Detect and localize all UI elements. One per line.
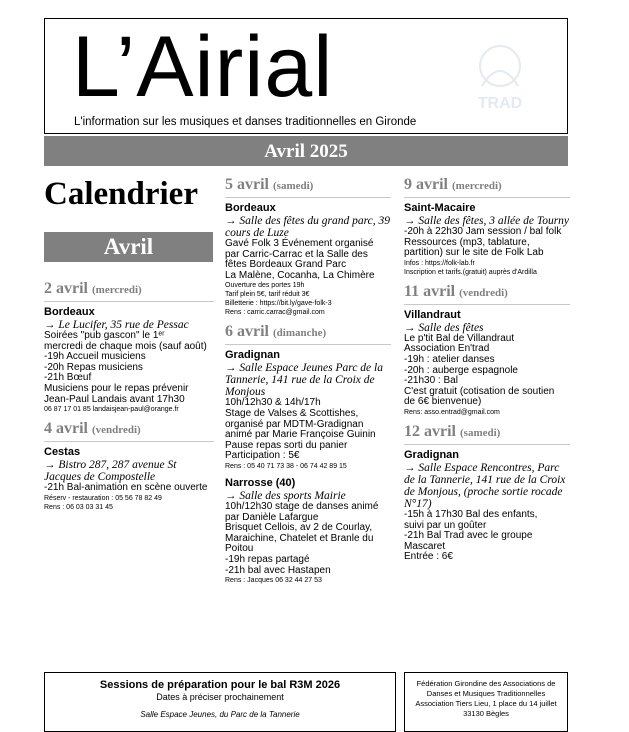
event-place: Saint-Macaire xyxy=(404,202,476,214)
event-date-heading xyxy=(404,283,570,305)
event-detail-line: Mascaret xyxy=(404,540,446,552)
event-detail-line: organisé par MDTM-Gradignan xyxy=(225,418,364,430)
event-detail-line: -20h : auberge espagnole xyxy=(404,364,518,376)
event-contact-line: Rens : carric.carrac@gmail.com xyxy=(225,309,325,317)
event-detail-line: de 6€ bienvenue) xyxy=(404,396,482,408)
event-detail-line: Brisquet Cellois, av 2 de Courlay, xyxy=(225,522,373,534)
event-detail-line: Ressources (mp3, tablature, xyxy=(404,236,530,248)
event-venue: → Bistro 287, 287 avenue St Jacques de Compostelle xyxy=(44,459,177,484)
trad-watermark-icon xyxy=(452,36,548,126)
event-date-heading xyxy=(404,176,570,198)
event-detail-line: Soirées "pub gascon" le 1ᵉʳ xyxy=(44,330,165,341)
event-venue: → Salle des fêtes xyxy=(404,321,484,334)
event-detail-line: Jean-Paul Landais avant 17h30 xyxy=(44,393,185,405)
event-place: Bordeaux xyxy=(225,202,276,214)
event-date-heading xyxy=(404,423,570,445)
bottom-left-subtitle: Dates à préciser prochainement xyxy=(156,692,284,702)
federation-line-1: Fédération Girondine des Associations de xyxy=(416,679,556,688)
event-venue: → Salle des fêtes, 3 allée de Tourny xyxy=(404,215,570,227)
event-date-heading xyxy=(225,323,391,345)
event-weekday: (mercredi) xyxy=(452,180,502,192)
event-date-heading xyxy=(44,280,214,302)
bottom-left-title: Sessions de préparation pour le bal R3M 2026 xyxy=(99,679,341,691)
event-venue: → Salle Espace Rencontres, Parc de la Tannerie, 141 rue de la Croix de Monjous, (proche sortie rocade N°17) xyxy=(404,461,566,510)
event-entry xyxy=(404,283,570,417)
calendar-title: Calendrier xyxy=(44,176,198,212)
event-venue: → Salle Espace Jeunes Parc de la Tannerie, 141 rue de la Croix de Monjous xyxy=(225,362,383,399)
event-contact-line: 06 87 17 01 85 landaisjean-paul@orange.fr xyxy=(44,406,179,414)
event-entry xyxy=(404,176,570,277)
event-date: 9 avril xyxy=(404,176,448,193)
event-detail-line: C'est gratuit (cotisation de soutien xyxy=(404,385,555,397)
bottom-left-box xyxy=(44,672,396,732)
event-detail-line: partition) sur le site de Folk Lab xyxy=(404,247,544,259)
event-detail-line: Poitou xyxy=(225,543,254,555)
event-place: Gradignan xyxy=(404,448,460,461)
event-detail-line: La Malène, Cocanha, La Chimère xyxy=(225,269,375,281)
event-date: 4 avril xyxy=(44,420,88,438)
event-contact-line: Tarif plein 5€, tarif réduit 3€ xyxy=(225,291,310,299)
event-venue: → Salle des fêtes du grand parc, 39 cours de Luze xyxy=(225,215,391,239)
event-venue: → Salle des sports Mairie xyxy=(225,489,346,502)
event-entry xyxy=(225,323,391,471)
bottom-right-box xyxy=(404,672,568,732)
event-contact-line: Rens: asso.entrad@gmail.com xyxy=(404,408,500,416)
event-weekday: (samedi) xyxy=(273,180,314,192)
avril-band: Avril xyxy=(44,232,213,262)
event-weekday: (dimanche) xyxy=(273,327,327,340)
event-detail-line: Maraichine, Chatelet et Branle du xyxy=(225,532,374,544)
event-date: 12 avril xyxy=(404,422,456,440)
event-date-heading xyxy=(225,176,391,198)
event-detail-line: par Carric-Carrac et la Salle des xyxy=(225,248,368,260)
event-date-heading xyxy=(44,420,214,442)
event-detail-line: Le p'tit Bal de Villandraut xyxy=(404,332,515,344)
event-contact-line: Réserv - restauration : 05 56 78 82 49 xyxy=(44,494,162,502)
event-contact-line: Infos : https://folk-lab.fr xyxy=(404,259,475,267)
event-entry xyxy=(225,477,391,585)
event-detail-line: Entrée : 6€ xyxy=(404,551,453,563)
event-detail-line: -15h à 17h30 Bal des enfants, xyxy=(404,508,538,520)
event-detail-line: suivi par un goûter xyxy=(404,519,487,531)
masthead-title: L’Airial xyxy=(72,19,334,115)
event-detail-line: Pause repas sorti du panier xyxy=(225,439,348,451)
event-weekday: (vendredi) xyxy=(459,286,508,299)
event-detail-line: Participation : 5€ xyxy=(225,450,300,462)
column-3 xyxy=(404,176,570,569)
event-weekday: (vendredi) xyxy=(92,424,141,437)
event-place: Cestas xyxy=(44,446,81,459)
event-detail-line: -21h Bœuf xyxy=(44,372,92,384)
event-detail-line: fêtes Bordeaux Grand Parc xyxy=(225,259,347,271)
event-place: Villandraut xyxy=(404,308,461,321)
event-detail-line: -19h : atelier danses xyxy=(404,353,495,365)
event-contact-line: Ouverture des portes 19h xyxy=(225,282,305,290)
event-detail-line: -19h repas partagé xyxy=(225,553,310,565)
event-detail-line: -21h30 : Bal xyxy=(404,375,458,387)
event-entry xyxy=(44,280,214,414)
event-date: 6 avril xyxy=(225,323,269,341)
federation-line-3: Association Tiers Lieu, 1 place du 14 juillet xyxy=(415,699,557,708)
event-detail-line: 10h/12h30 stage de danses animé xyxy=(225,500,379,512)
bottom-left-line: Salle Espace Jeunes, du Parc de la Tannerie xyxy=(140,710,300,719)
event-date: 11 avril xyxy=(404,282,456,300)
column-2 xyxy=(225,176,391,591)
event-detail-line: animé par Marie Françoise Guinin xyxy=(225,429,376,441)
event-detail-line: par Danièle Lafargue xyxy=(225,511,319,523)
event-contact-line: Rens : 05 40 71 73 38 - 06 74 42 89 15 xyxy=(225,462,347,470)
event-weekday: (samedi) xyxy=(460,426,501,439)
event-contact-line: Rens : Jacques 06 32 44 27 53 xyxy=(225,577,322,585)
event-detail-line: mercredi de chaque mois (sauf août) xyxy=(44,340,207,352)
event-venue: → Le Lucifer, 35 rue de Pessac xyxy=(44,319,189,331)
event-weekday: (mercredi) xyxy=(92,284,142,296)
event-contact-line: Billetterie : https://bit.ly/gave-folk-3 xyxy=(225,300,332,308)
tagline: L'information sur les musiques et danses traditionnelles en Gironde xyxy=(74,116,417,128)
event-contact-line: Inscription et tarifs.(gratuit) auprès d'Ardilla xyxy=(404,268,537,276)
event-detail-line: -19h Accueil musiciens xyxy=(44,351,146,363)
event-detail-line: Association En'trad xyxy=(404,343,490,355)
month-band: Avril 2025 xyxy=(44,136,568,166)
column-1 xyxy=(44,280,214,518)
event-detail-line: -21h Bal Trad avec le groupe xyxy=(404,530,533,542)
event-contact-line: Rens : 06 03 03 31 45 xyxy=(44,503,113,511)
federation-line-2: Danses et Musiques Traditionnelles xyxy=(426,689,546,698)
event-detail-line: -20h à 22h30 Jam session / bal folk xyxy=(404,226,562,237)
event-detail-line: 10h/12h30 & 14h/17h xyxy=(225,397,321,409)
event-date: 5 avril xyxy=(225,176,269,193)
event-entry xyxy=(44,420,214,512)
event-detail-line: -20h Repas musiciens xyxy=(44,361,143,373)
event-detail-line: -21h bal avec Hastapen xyxy=(225,564,331,576)
event-entry xyxy=(404,423,570,563)
event-entry xyxy=(225,176,391,317)
federation-line-4: 33130 Bègles xyxy=(463,709,509,718)
event-detail-line: Stage de Valses & Scottishes, xyxy=(225,407,359,419)
event-place: Narrosse (40) xyxy=(225,476,296,489)
event-detail-line: Gavé Folk 3 Événement organisé xyxy=(225,238,374,249)
event-place: Gradignan xyxy=(225,349,281,362)
event-date: 2 avril xyxy=(44,280,88,297)
event-place: Bordeaux xyxy=(44,306,95,318)
event-detail-line: -21h Bal-animation en scène ouverte xyxy=(44,482,208,494)
event-detail-line: Musiciens pour le repas prévenir xyxy=(44,382,189,394)
watermark-text: TRAD xyxy=(477,95,523,112)
